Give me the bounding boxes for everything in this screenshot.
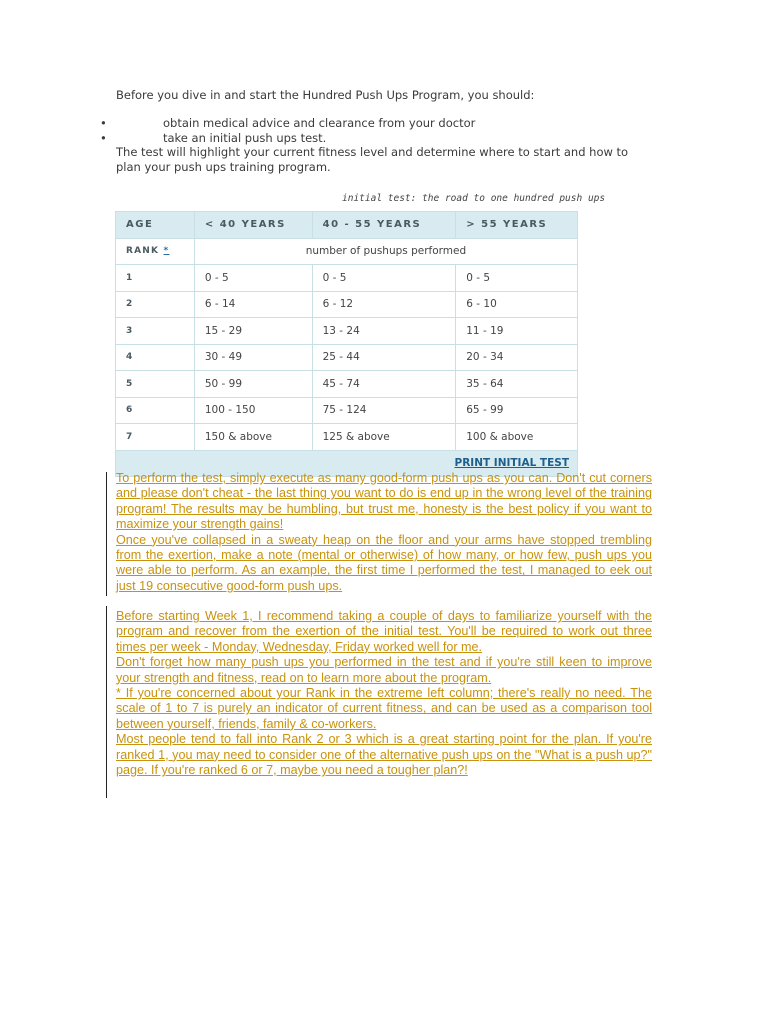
test-instructions-block [116, 471, 652, 594]
rank-label: RANK * [116, 238, 195, 265]
table-row: 2 6 - 14 6 - 12 6 - 10 [116, 291, 578, 318]
header-over-55: > 55 YEARS [456, 212, 578, 239]
table-row: 5 50 - 99 45 - 74 35 - 64 [116, 371, 578, 398]
table-subheader-row [116, 238, 578, 265]
pushup-test-table [115, 211, 578, 477]
subheader-label: number of pushups performed [194, 238, 577, 265]
table-row: 1 0 - 5 0 - 5 0 - 5 [116, 265, 578, 292]
revision-bar [106, 606, 107, 798]
paragraph: Once you've collapsed in a sweaty heap on the floor and your arms have stopped trembling from the exertion, make a note (mental or otherwise) of how many, or how few, push ups you were able to perform. As an example, the first time I performed the test, I managed to eek out just 19 consecutive good-form push ups. [116, 532, 652, 593]
table-row: 4 30 - 49 25 - 44 20 - 34 [116, 344, 578, 371]
test-paragraph: The test will highlight your current fitness level and determine where to start and how to plan your push ups training program. [116, 145, 629, 174]
table-header-row [116, 212, 578, 239]
header-40-55: 40 - 55 YEARS [312, 212, 456, 239]
paragraph: To perform the test, simply execute as many good-form push ups as you can. Don't cut corners and please don't cheat - the last thing you want to do is end up in the wrong level of the training program! The results may be humbling, but trust me, honesty is the best policy if you want to maximize your strength gains! [116, 471, 652, 532]
table-row: 6 100 - 150 75 - 124 65 - 99 [116, 397, 578, 424]
table-row: 3 15 - 29 13 - 24 11 - 19 [116, 318, 578, 345]
paragraph: Most people tend to fall into Rank 2 or 3 which is a great starting point for the plan. If you're ranked 1, you may need to consider one of the alternative push ups on the "What is a push up?" page. If you're ranked 6 or 7, maybe you need a tougher plan?! [116, 732, 652, 778]
paragraph: Before starting Week 1, I recommend taking a couple of days to familiarize yourself with the program and recover from the exertion of the initial test. You'll be required to work out three times per week - Monday, Wednesday, Friday worked well for me. [116, 609, 652, 654]
revision-bar [106, 472, 107, 596]
bullet-icon: • [100, 116, 107, 130]
table-caption: initial test: the road to one hundred push ups [342, 193, 606, 204]
header-age: AGE [116, 212, 195, 239]
program-notes-block [116, 609, 652, 778]
paragraph: * If you're concerned about your Rank in the extreme left column; there's really no need. The scale of 1 to 7 is purely an indicator of current fitness, and can be used as a comparison tool between yourself, friends, family & co-workers. [116, 686, 652, 731]
rank-footnote-link[interactable]: * [163, 246, 170, 257]
intro-text: Before you dive in and start the Hundred Push Ups Program, you should: [116, 88, 535, 102]
header-under-40: < 40 YEARS [194, 212, 312, 239]
print-initial-test-link[interactable]: PRINT INITIAL TEST [454, 457, 569, 470]
paragraph: Don't forget how many push ups you performed in the test and if you're still keen to improve your strength and fitness, read on to learn more about the program. [116, 655, 652, 685]
table-row: 7 150 & above 125 & above 100 & above [116, 424, 578, 451]
bullet-icon: • [100, 131, 107, 145]
